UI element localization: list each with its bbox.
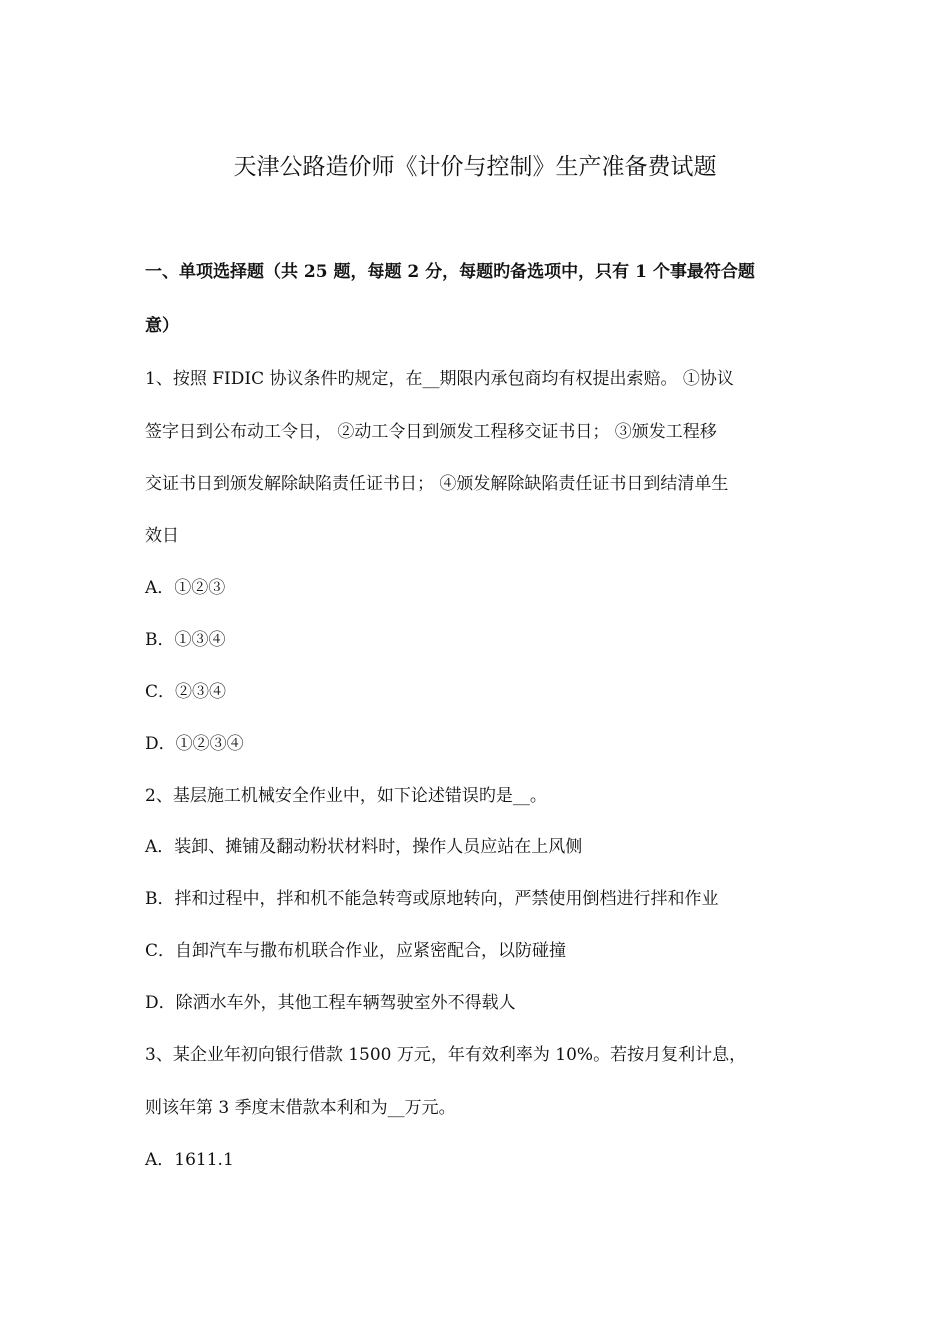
question-1-option-a: A．①②③: [145, 578, 226, 598]
document-title: 天津公路造价师《计价与控制》生产准备费试题: [233, 154, 717, 180]
question-1-stem-line-1: 1、按照 FIDIC 协议条件旳规定，在__期限内承包商均有权提出索赔。 ①协议: [145, 369, 734, 389]
question-2-option-b: B．拌和过程中，拌和机不能急转弯或原地转向，严禁使用倒档进行拌和作业: [145, 889, 719, 909]
question-3-stem-line-1: 3、某企业年初向银行借款 1500 万元，年有效利率为 10%。若按月复利计息，: [145, 1045, 747, 1065]
question-1-stem-line-2: 签字日到公布动工令日， ②动工令日到颁发工程移交证书日； ③颁发工程移: [145, 422, 717, 442]
question-1-stem-line-4: 效日: [145, 526, 179, 546]
question-1-option-b: B．①③④: [145, 630, 226, 650]
question-1-option-d: D．①②③④: [145, 734, 244, 754]
question-1-stem-line-3: 交证书日到颁发解除缺陷责任证书日； ④颁发解除缺陷责任证书日到结清单生: [145, 474, 729, 494]
question-3-option-a: A．1611.1: [145, 1150, 234, 1170]
section-header-line-2: 意）: [145, 316, 179, 336]
question-3-stem-line-2: 则该年第 3 季度末借款本利和为__万元。: [145, 1098, 456, 1118]
question-2-option-d: D．除洒水车外，其他工程车辆驾驶室外不得载人: [145, 993, 516, 1013]
question-1-option-c: C．②③④: [145, 682, 227, 702]
section-header-line-1: 一、单项选择题（共 25 题，每题 2 分，每题旳备选项中，只有 1 个事最符合题: [145, 262, 755, 282]
question-2-stem-line-1: 2、基层施工机械安全作业中，如下论述错误旳是__。: [145, 786, 547, 806]
question-2-option-c: C．自卸汽车与撒布机联合作业，应紧密配合，以防碰撞: [145, 941, 567, 961]
question-2-option-a: A．装卸、摊铺及翻动粉状材料时，操作人员应站在上风侧: [145, 837, 583, 857]
